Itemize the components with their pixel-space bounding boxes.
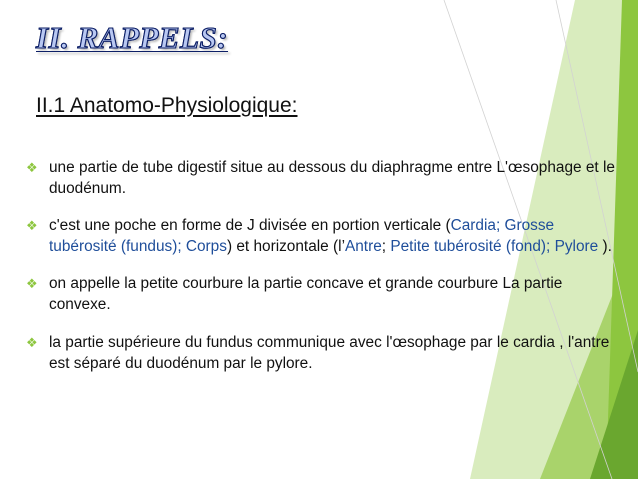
anatomy-term: Petite tubérosité (fond); Pylore [390, 238, 599, 255]
section-subtitle: II.1 Anatomo-Physiologique: [36, 94, 298, 117]
bullet-item [24, 157, 624, 199]
bullet-text-segment: c'est une poche en forme de J divisée en portion verticale ( [49, 217, 451, 234]
bullet-item [24, 273, 624, 315]
anatomy-term: Antre [344, 238, 382, 255]
bullet-text: la partie supérieure du fundus communique avec l'œsophage par le cardia , l'antre est séparé du duodénum par le pylore. [49, 334, 610, 372]
anatomy-term: Cardia; Grosse tubérosité (fundus); Corps [49, 217, 555, 255]
bullet-text-segment: ; [381, 238, 391, 255]
diamond-bullet-icon: ❖ [26, 160, 38, 175]
bullet-text [49, 217, 612, 255]
bullet-text: on appelle la petite courbure la partie concave et grande courbure La partie convexe. [49, 275, 563, 313]
bullet-text-segment: ). [598, 238, 612, 255]
diamond-bullet-icon: ❖ [26, 335, 38, 350]
diamond-bullet-icon: ❖ [26, 218, 38, 233]
bullet-text-segment: ) et horizontale (l’ [226, 238, 345, 255]
slide-title: II. RAPPELS: [36, 20, 229, 55]
bullet-item [24, 215, 624, 257]
bullet-list [24, 157, 624, 374]
diamond-bullet-icon: ❖ [26, 276, 38, 291]
bullet-item [24, 332, 624, 374]
bullet-text: une partie de tube digestif situe au dessous du diaphragme entre L'œsophage et le duodénum. [49, 159, 615, 197]
